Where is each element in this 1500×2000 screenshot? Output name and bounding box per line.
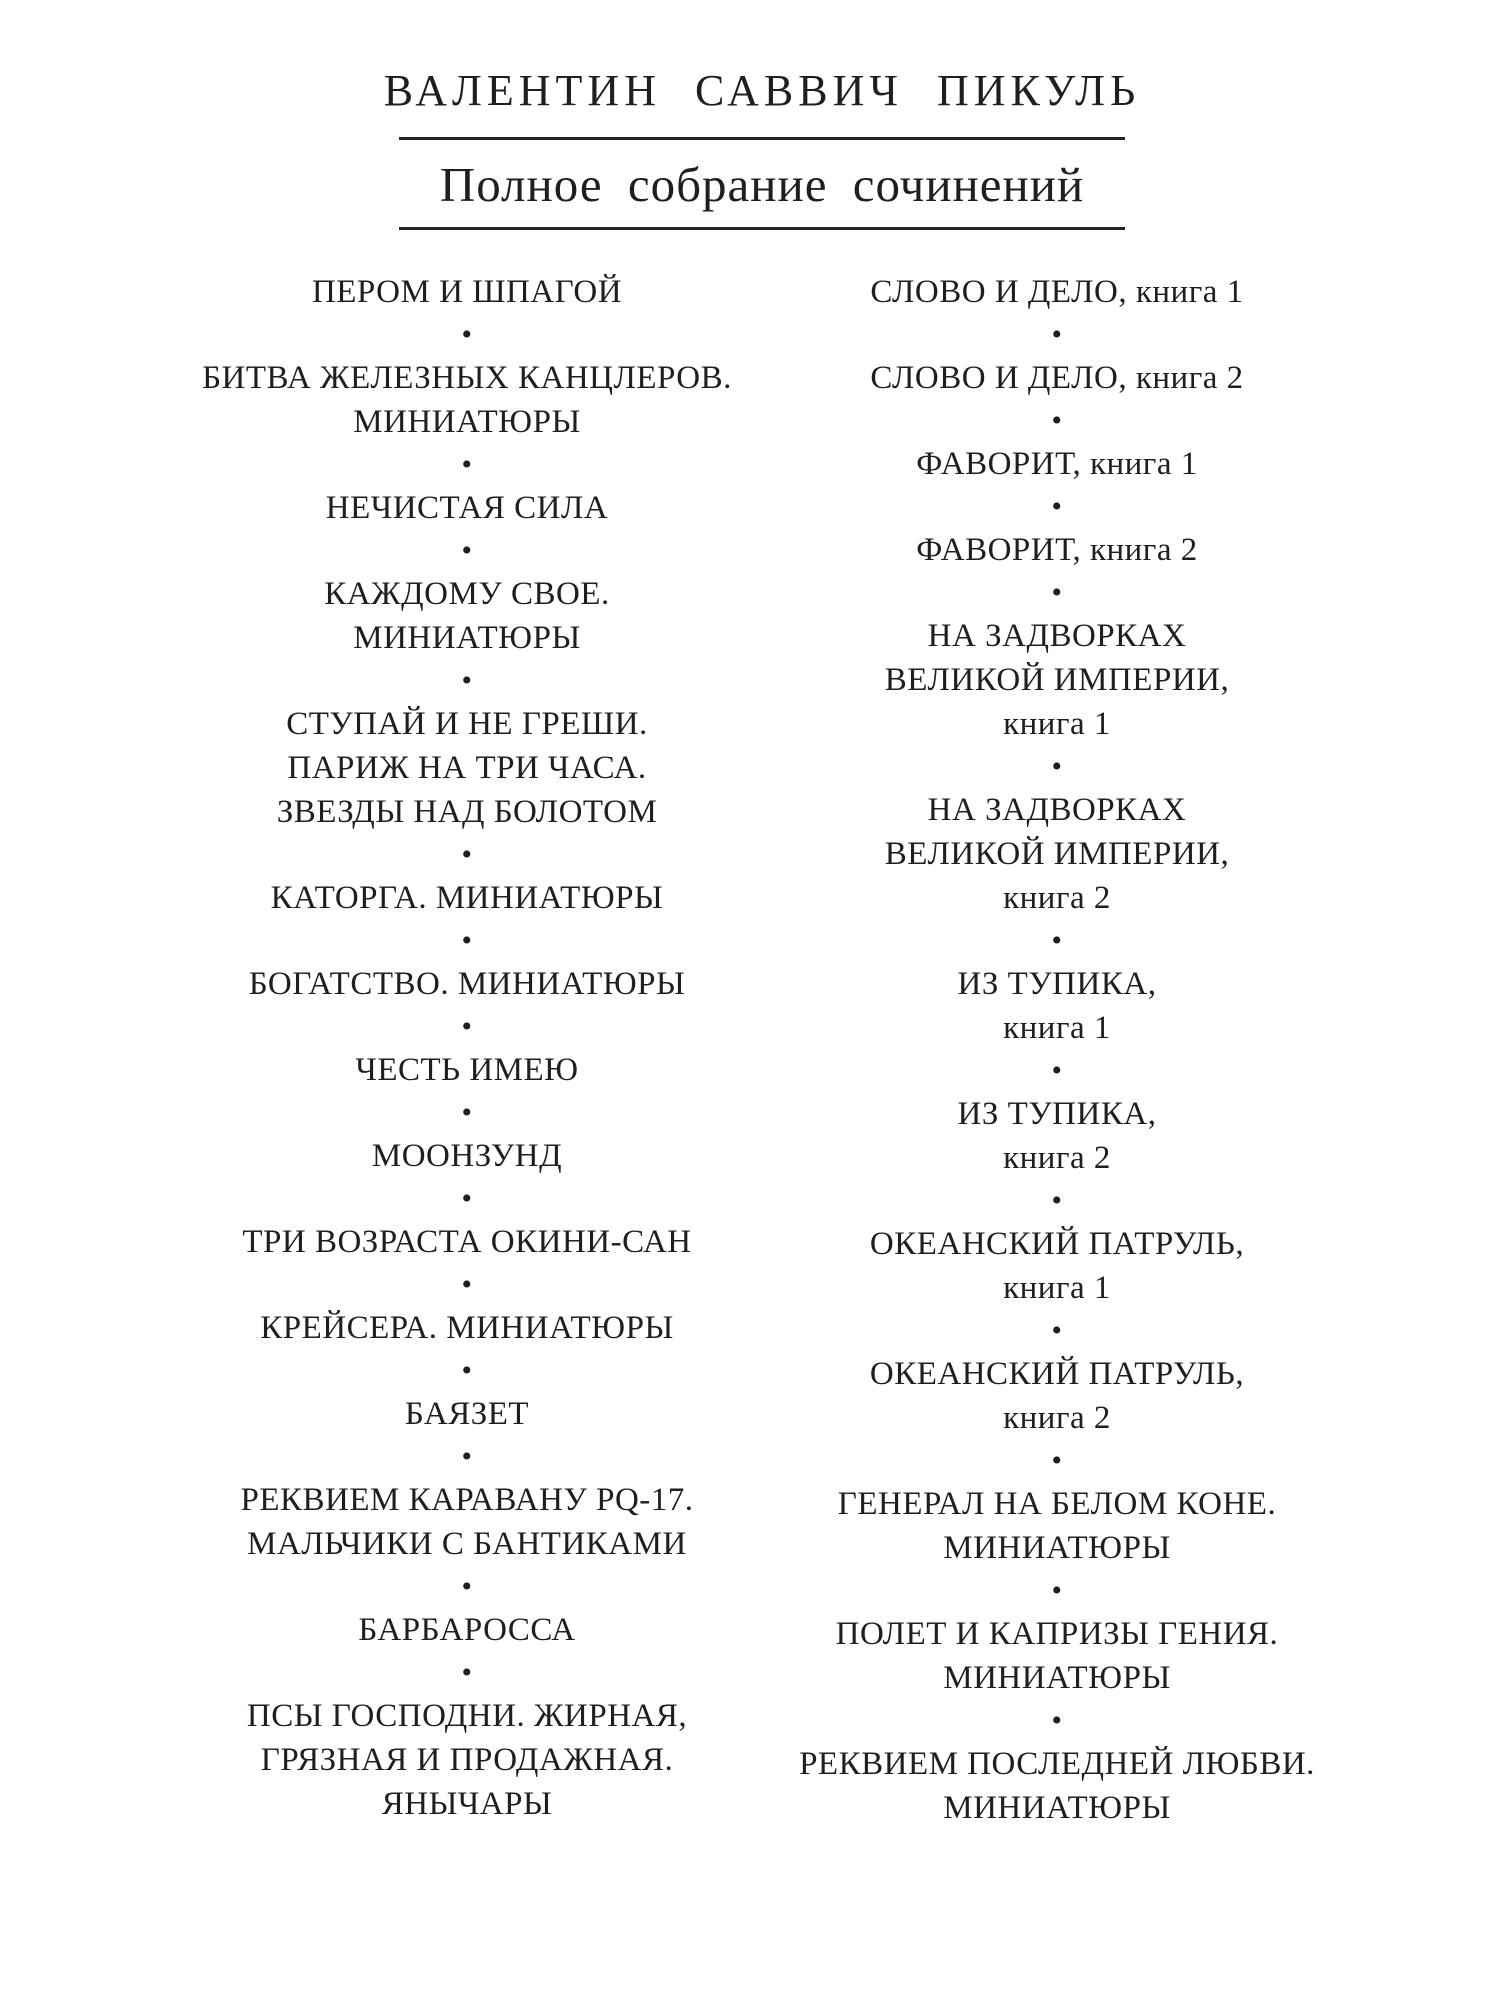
work-title-line: ПСЫ ГОСПОДНИ. ЖИРНАЯ,	[246, 1698, 688, 1735]
separator-bullet: •	[1051, 750, 1063, 784]
work-title	[762, 1612, 1352, 1700]
work-title-line: книга 1	[1003, 706, 1111, 743]
work-title-line: МИНИАТЮРЫ	[943, 1660, 1171, 1697]
work-title-line: МООНЗУНД	[371, 1138, 563, 1175]
work-title-line: БИТВА ЖЕЛЕЗНЫХ КАНЦЛЕРОВ.	[202, 360, 732, 397]
work-title-line: книга 2	[1003, 1140, 1111, 1177]
work-title-line: ВЕЛИКОЙ ИМПЕРИИ,	[884, 662, 1230, 699]
work-title-line: НЕЧИСТАЯ СИЛА	[325, 490, 609, 527]
separator-bullet: •	[461, 1440, 473, 1474]
work-title	[172, 962, 762, 1006]
separator-bullet: •	[461, 1656, 473, 1690]
work-title-line: СТУПАЙ И НЕ ГРЕШИ.	[286, 706, 648, 743]
work-title	[762, 356, 1352, 400]
work-title	[762, 270, 1352, 314]
author-title: ВАЛЕНТИН САВВИЧ ПИКУЛЬ	[383, 66, 1141, 115]
work-title	[172, 486, 762, 530]
work-title	[172, 1306, 762, 1350]
work-title	[172, 270, 762, 314]
work-title-line: РЕКВИЕМ КАРАВАНУ PQ-17.	[240, 1482, 694, 1519]
work-title-line: БОГАТСТВО. МИНИАТЮРЫ	[248, 966, 686, 1003]
work-title-line: ИЗ ТУПИКА,	[957, 1096, 1157, 1133]
separator-bullet: •	[461, 664, 473, 698]
work-title-line: МАЛЬЧИКИ С БАНТИКАМИ	[247, 1526, 687, 1563]
work-title	[172, 1134, 762, 1178]
work-title-line: МИНИАТЮРЫ	[353, 404, 581, 441]
separator-bullet: •	[1051, 1574, 1063, 1608]
divider-rule-top	[399, 137, 1125, 140]
separator-bullet: •	[1051, 1314, 1063, 1348]
work-title	[172, 876, 762, 920]
work-title-line: СЛОВО И ДЕЛО, книга 1	[870, 274, 1244, 311]
separator-bullet: •	[1051, 1054, 1063, 1088]
work-title-line: НА ЗАДВОРКАХ	[927, 792, 1187, 829]
work-title	[762, 1482, 1352, 1570]
work-title-line: ОКЕАНСКИЙ ПАТРУЛЬ,	[869, 1226, 1245, 1263]
separator-bullet: •	[461, 1570, 473, 1604]
work-title	[172, 702, 762, 834]
work-title-line: ЗВЕЗДЫ НАД БОЛОТОМ	[276, 794, 658, 831]
work-title-line: ПОЛЕТ И КАПРИЗЫ ГЕНИЯ.	[835, 1616, 1279, 1653]
work-title-line: КРЕЙСЕРА. МИНИАТЮРЫ	[260, 1310, 674, 1347]
work-title-line: ТРИ ВОЗРАСТА ОКИНИ-САН	[242, 1224, 692, 1261]
work-title	[172, 1608, 762, 1652]
work-title	[172, 356, 762, 444]
edition-subtitle: Полное собрание сочинений	[439, 156, 1085, 212]
work-title	[762, 1352, 1352, 1440]
separator-bullet: •	[1051, 1184, 1063, 1218]
work-title-line: книга 1	[1003, 1270, 1111, 1307]
work-title-line: МИНИАТЮРЫ	[943, 1790, 1171, 1827]
work-title-line: ОКЕАНСКИЙ ПАТРУЛЬ,	[869, 1356, 1245, 1393]
work-title-line: РЕКВИЕМ ПОСЛЕДНЕЙ ЛЮБВИ.	[799, 1746, 1315, 1783]
work-title-line: ГЕНЕРАЛ НА БЕЛОМ КОНЕ.	[837, 1486, 1277, 1523]
separator-bullet: •	[461, 1010, 473, 1044]
work-title-line: ПАРИЖ НА ТРИ ЧАСА.	[287, 750, 647, 787]
separator-bullet: •	[461, 534, 473, 568]
work-title-line: ЯНЫЧАРЫ	[381, 1786, 553, 1823]
separator-bullet: •	[461, 1182, 473, 1216]
work-title-line: МИНИАТЮРЫ	[353, 620, 581, 657]
separator-bullet: •	[1051, 576, 1063, 610]
separator-bullet: •	[1051, 924, 1063, 958]
work-title-line: ГРЯЗНАЯ И ПРОДАЖНАЯ.	[260, 1742, 674, 1779]
page-content	[172, 0, 1352, 1830]
work-title	[762, 1222, 1352, 1310]
work-title-line: ФАВОРИТ, книга 1	[916, 446, 1198, 483]
work-title	[762, 1742, 1352, 1830]
work-title	[172, 1478, 762, 1566]
separator-bullet: •	[461, 1096, 473, 1130]
separator-bullet: •	[1051, 1704, 1063, 1738]
work-title-line: ПЕРОМ И ШПАГОЙ	[311, 274, 623, 311]
separator-bullet: •	[461, 448, 473, 482]
work-title	[762, 788, 1352, 920]
separator-bullet: •	[461, 1268, 473, 1302]
separator-bullet: •	[1051, 490, 1063, 524]
work-title-line: ВЕЛИКОЙ ИМПЕРИИ,	[884, 836, 1230, 873]
work-title-line: книга 2	[1003, 880, 1111, 917]
work-title	[762, 614, 1352, 746]
works-column-right	[762, 270, 1352, 1830]
separator-bullet: •	[461, 318, 473, 352]
work-title-line: МИНИАТЮРЫ	[943, 1530, 1171, 1567]
work-title-line: ФАВОРИТ, книга 2	[916, 532, 1198, 569]
work-title-line: НА ЗАДВОРКАХ	[927, 618, 1187, 655]
separator-bullet: •	[1051, 1444, 1063, 1478]
work-title-line: БАРБАРОССА	[358, 1612, 576, 1649]
separator-bullet: •	[461, 924, 473, 958]
title-block	[172, 66, 1352, 230]
work-title	[762, 442, 1352, 486]
work-title	[172, 572, 762, 660]
work-title	[172, 1220, 762, 1264]
work-title-line: БАЯЗЕТ	[404, 1396, 530, 1433]
work-title-line: СЛОВО И ДЕЛО, книга 2	[870, 360, 1244, 397]
work-title-line: КАЖДОМУ СВОЕ.	[324, 576, 610, 613]
work-title-line: книга 2	[1003, 1400, 1111, 1437]
work-title	[172, 1392, 762, 1436]
separator-bullet: •	[1051, 318, 1063, 352]
separator-bullet: •	[1051, 404, 1063, 438]
work-title-line: книга 1	[1003, 1010, 1111, 1047]
works-list	[172, 270, 1352, 1830]
work-title	[762, 962, 1352, 1050]
separator-bullet: •	[461, 838, 473, 872]
works-column-left	[172, 270, 762, 1830]
separator-bullet: •	[461, 1354, 473, 1388]
work-title	[172, 1694, 762, 1826]
work-title	[762, 1092, 1352, 1180]
work-title-line: ЧЕСТЬ ИМЕЮ	[355, 1052, 579, 1089]
work-title	[762, 528, 1352, 572]
work-title-line: ИЗ ТУПИКА,	[957, 966, 1157, 1003]
work-title-line: КАТОРГА. МИНИАТЮРЫ	[270, 880, 664, 917]
divider-rule-bottom	[399, 227, 1125, 230]
work-title	[172, 1048, 762, 1092]
